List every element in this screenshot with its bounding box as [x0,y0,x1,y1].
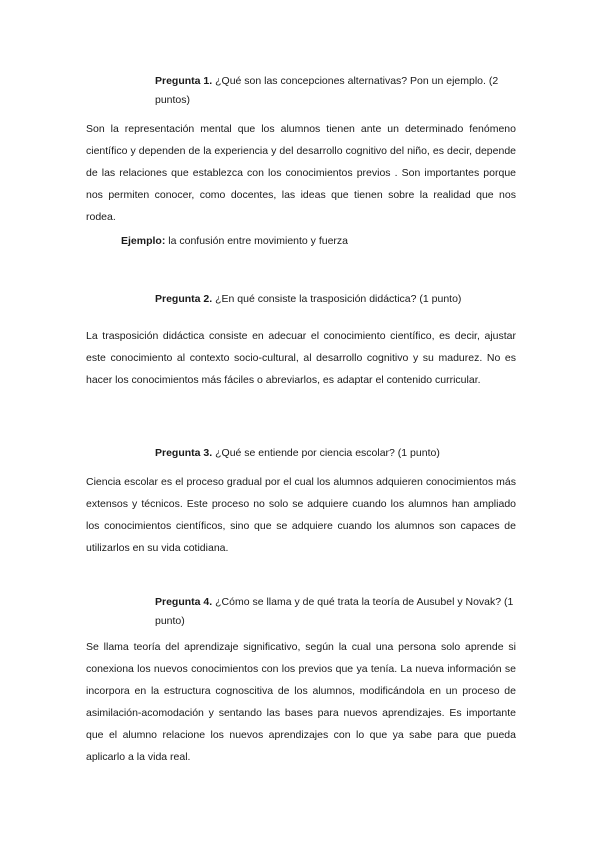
question-4-answer: Se llama teoría del aprendizaje significativo, según la cual una persona solo aprende si conexiona los nuevos conocimientos con los previos que ya tenía. La nueva información se incorpora en la estructura cognoscitiva de los alumnos, modificándola en un proceso de asimilación-acomodación y sentando las bases para nuevos aprendizajes. Es importante que el alumno relacione los nuevos aprendizajes con lo que ya sabe para que pueda aplicarlo a la vida real. [86,641,516,763]
question-4-text: ¿Cómo se llama y de qué trata la teoría de Ausubel y Novak? (1 punto) [155,596,514,627]
question-1-text: ¿Qué son las concepciones alternativas? Pon un ejemplo. (2 puntos) [155,75,499,106]
question-4-label: Pregunta 4. [155,596,213,608]
example-label: Ejemplo: [121,235,166,247]
question-3-heading [155,444,525,463]
question-4-heading [155,593,525,631]
question-2-heading [155,290,525,309]
question-2-label: Pregunta 2. [155,293,213,305]
question-1-example [121,230,521,252]
question-3-text: ¿Qué se entiende por ciencia escolar? (1 punto) [215,447,440,459]
question-3-label: Pregunta 3. [155,447,213,459]
question-2-text: ¿En qué consiste la trasposición didáctica? (1 punto) [215,293,462,305]
example-text: la confusión entre movimiento y fuerza [168,235,349,247]
question-1-answer: Son la representación mental que los alumnos tienen ante un determinado fenómeno científico y dependen de la experiencia y del desarrollo cognitivo del niño, es decir, depende de las relaciones que establezca con los conocimientos previos . Son importantes porque nos permiten conocer, como docentes, las ideas que tienen sobre la realidad que nos rodea. [86,123,516,223]
question-2-answer: La trasposición didáctica consiste en adecuar el conocimiento científico, es decir, ajustar este conocimiento al contexto socio-cultural, al desarrollo cognitivo y su madurez. No es hacer los conocimientos más fáciles o abreviarlos, es adaptar el contenido curricular. [86,330,516,386]
question-1-label: Pregunta 1. [155,75,213,87]
question-1-heading [155,72,525,110]
question-3-answer: Ciencia escolar es el proceso gradual por el cual los alumnos adquieren conocimientos más extensos y técnicos. Este proceso no solo se adquiere cuando los alumnos han ampliado los conocimientos científicos, sino que se adquiere cuando los alumnos son capaces de utilizarlos en su vida cotidiana. [86,476,516,554]
